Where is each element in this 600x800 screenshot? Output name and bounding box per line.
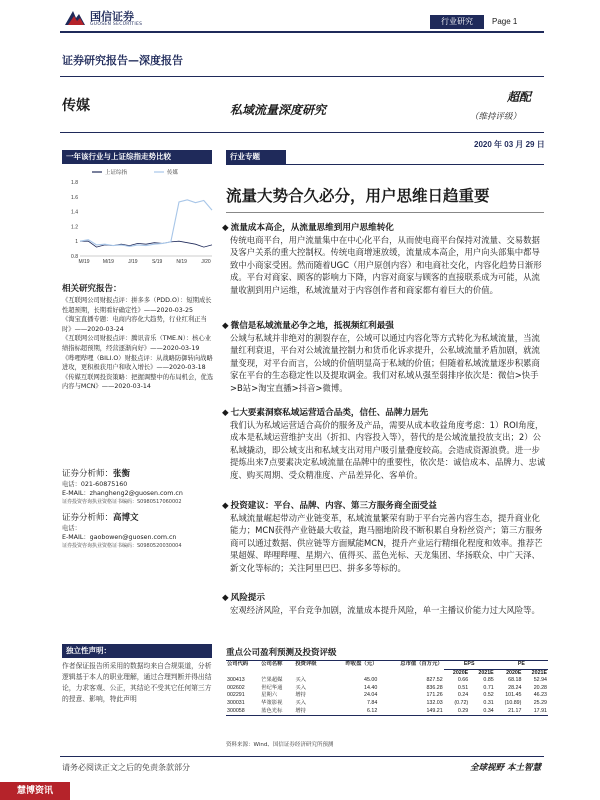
summary-point-text: 私域流量崛起带动产业链变革，私域流量繁荣有助于平台完善内容生态，提升商业化能力；MCN获得产业链最大收益，跑马圈地阶段不断积累自身粉丝资产；第三方服务商可以通过数据、供应链等方面赋能MCN，提升产业运行精细化程度和效率。推荐芒果超媒、哔哩哔哩、星期六、值得买、蓝色光标、天龙集团、华扬联众、中广天泽、新文化等标的；关注阿里巴巴、拼多多等标的。 bbox=[230, 513, 543, 573]
table-cell: 0.29 bbox=[444, 708, 470, 716]
table-header: 投资评级 bbox=[294, 661, 328, 670]
x-tick-label: M/19 bbox=[102, 259, 114, 265]
footer-slogan: 全球视野 本土智慧 bbox=[470, 763, 541, 773]
summary-point-title: ◆ 流量成本高企，从流量思维到用户思维转化 bbox=[222, 222, 548, 234]
table-cell: 836.28 bbox=[426, 684, 443, 691]
table-source: 资料来源：Wind、国信证券经济研究所预测 bbox=[226, 742, 334, 748]
summary-point-text: 我们认为私域运营适合高价的服务及产品，需要从成本收益角度考虑：1）ROI角度，成本是私域运营维护支出（折扣、内容投入等），替代的是公域流量投放支出；2）公私域撬动，即公域支出和私域支出对用户吸引量叠度较高。会造成资源浪费。进一步提炼出来7点要素决定私域流量在品牌中的重要性，依次是：诚信成本、品牌力、忠诚度、购买周期、受众精准度、产品差异化、客单价。 bbox=[230, 420, 546, 480]
section-rule bbox=[226, 164, 544, 165]
x-tick-label: M/19 bbox=[78, 259, 90, 265]
summary-point-title: ◆ 微信是私域流量必争之地，抵视频红利最强 bbox=[222, 320, 548, 332]
y-tick-label: 1.6 bbox=[71, 194, 78, 201]
table-cell: 0.85 bbox=[483, 677, 494, 684]
x-tick-label: N/19 bbox=[176, 259, 187, 265]
table-header: 2020E bbox=[506, 669, 522, 676]
related-report-item[interactable]: 《淘宝直播专题：电商内容化大趋势，行业红利正当时》——2020-03-24 bbox=[62, 316, 207, 333]
table-group-header: EPS bbox=[444, 661, 495, 670]
analyst-tel-label: 电话： bbox=[62, 525, 81, 532]
summary-point-title: ◆ 风险提示 bbox=[222, 592, 548, 604]
related-report-item[interactable]: 《互联网公司财报点评：腾讯音乐（TME.N）：核心业绩指标超预期，经营逐渐向好》——2020-03-19 bbox=[62, 335, 212, 352]
header-tag: 行业研究 bbox=[430, 15, 484, 29]
table-cell: 0.52 bbox=[483, 692, 494, 699]
table-cell: 增持 bbox=[294, 708, 328, 716]
industry-name: 传媒 bbox=[62, 98, 90, 114]
table-group-header: PE bbox=[495, 661, 548, 670]
table-cell: 101.45 bbox=[505, 692, 522, 699]
analyst-card bbox=[62, 468, 218, 508]
x-tick-label: S/19 bbox=[152, 259, 163, 265]
table-header: 总市值（百万元） bbox=[378, 661, 443, 670]
related-reports-title: 相关研究报告： bbox=[62, 284, 122, 294]
title-rule bbox=[60, 132, 544, 133]
table-cell: 28.24 bbox=[508, 684, 522, 691]
analyst-name: 张衡 bbox=[113, 469, 131, 479]
disclaimer-text: 作者保证报告所采用的数据均来自合规渠道，分析逻辑基于本人的职业理解，通过合理判断并得出结论，力求客观、公正，其结论不受其它任何第三方的授意、影响，特此声明 bbox=[62, 662, 212, 703]
headline: 流量大势合久必分，用户思维日趋重要 bbox=[226, 186, 490, 205]
table-cell: 46.23 bbox=[533, 692, 547, 699]
headline-rule bbox=[226, 212, 544, 213]
company-name-en: GUOSEN SECURITIES bbox=[90, 22, 143, 27]
report-date: 2020 年 03 月 29 日 bbox=[474, 140, 545, 149]
summary-point-text: 公域与私域并非绝对的割裂存在，公域可以通过内容化等方式转化为私域流量，当流量红利衰退，平台对公域流量控制力和货币化诉求提升，公私域流量矛盾加剧，就流量变现，对平台而言，公域的价值明显高于私域的价值；但随着私域流量逐步积累商家在平台的生态稳定性以及提取调金。我们对私域从强至弱排序依次是：微信>快手>B站>淘宝直播>抖音>微博。 bbox=[230, 333, 540, 393]
chart-title: 一年该行业与上证综指走势比较 bbox=[62, 150, 212, 164]
table-cell: 芒果超媒 bbox=[261, 677, 283, 684]
summary-point-title: ◆ 七大要素洞察私域运营适合品类，信任、品牌力居先 bbox=[222, 407, 548, 419]
related-reports-list bbox=[62, 296, 214, 392]
table-cell: 买入 bbox=[295, 677, 306, 684]
table-header: 2021E bbox=[478, 669, 494, 676]
footer-rule bbox=[60, 756, 544, 757]
header-divider bbox=[60, 31, 544, 33]
table-header: 2020E bbox=[452, 669, 469, 676]
table-cell: 买入 bbox=[295, 699, 306, 706]
table-cell: 6.12 bbox=[329, 708, 379, 716]
y-tick-label: 0.8 bbox=[71, 254, 78, 260]
table-cell: 002602 bbox=[227, 684, 245, 691]
y-tick-label: 1.2 bbox=[71, 224, 78, 231]
table-cell: 002291 bbox=[227, 692, 245, 699]
analyst-role: 证券分析师： bbox=[62, 513, 114, 523]
table-cell: 132.03 bbox=[426, 699, 443, 706]
x-tick-label: J/19 bbox=[128, 259, 138, 265]
table-cell: 买入 bbox=[295, 684, 306, 691]
footer-disclaimer[interactable]: 请务必阅读正文之后的免责条款部分 bbox=[62, 763, 190, 772]
x-tick-label: J/20 bbox=[201, 259, 211, 265]
table-cell: 蓝色光标 bbox=[260, 708, 294, 716]
table-cell: (10.89) bbox=[504, 699, 522, 706]
y-tick-label: 1.4 bbox=[71, 209, 78, 216]
table-header: 2021E bbox=[531, 669, 547, 676]
table-cell: (0.72) bbox=[454, 699, 469, 706]
related-report-item[interactable]: 《互联网公司财报点评：拼多多（PDD.O）：短期成长性超预期，长期看好确定性》——2020-03-25 bbox=[62, 297, 212, 314]
forecast-table-title: 重点公司盈利预测及投资评级 bbox=[226, 648, 337, 658]
table-cell: 0.31 bbox=[483, 699, 494, 706]
table-cell: 0.51 bbox=[457, 684, 469, 691]
summary-point bbox=[222, 592, 548, 616]
table-cell: 14.40 bbox=[364, 684, 378, 691]
summary-point bbox=[222, 407, 548, 481]
table-cell: 世纪华通 bbox=[261, 684, 283, 691]
analyst-email-label: E-MAIL： bbox=[62, 490, 90, 498]
watermark-badge: 慧博资讯 bbox=[0, 782, 70, 800]
table-cell: 0.34 bbox=[469, 708, 495, 716]
table-cell: 68.18 bbox=[508, 677, 522, 684]
company-name-cn: 国信证券 bbox=[90, 10, 134, 23]
rating-note: （维持评级） bbox=[470, 112, 522, 122]
analyst-cert: 证券投资咨询执业资格证书编码：S0980520030004 bbox=[62, 543, 182, 550]
table-cell: 52.94 bbox=[533, 677, 547, 684]
guosen-logo-icon bbox=[64, 9, 86, 27]
summary-point-text: 传统电商平台，用户流量集中在中心化平台，从而使电商平台保持对流量、交易数据及客户关系的重大控制权。传统电商增速放缓，流量成本高企，用户向头部集中都导致中小商家受困。然而随着UGC（用户原创内容）和电商社交化，内容化趋势日渐形成。平台对商家、顾客的影响力下降，内容对商家与顾客的直接联系成为可能，从流量收割到用户运维，私域流量对于内容创作者和商家都有着巨大的价值。 bbox=[230, 235, 542, 295]
analyst-role: 证券分析师： bbox=[62, 469, 114, 479]
table-cell: 300413 bbox=[227, 677, 245, 684]
related-report-item[interactable]: 《哔哩哔哩（BILI.O）财报点评：从战略防御转向战略进攻，更积极获用户和收入增长》——2020-03-18 bbox=[62, 354, 213, 372]
legend-label: 上证综指 bbox=[105, 170, 128, 176]
table-cell: 星期六 bbox=[261, 692, 278, 699]
analyst-tel: 021-60875160 bbox=[80, 481, 128, 488]
summary-point-title: ◆ 投资建议：平台、品牌、内容、第三方服务商全面受益 bbox=[222, 500, 548, 512]
analyst-email-label: E-MAIL： bbox=[62, 534, 90, 542]
table-cell: 17.91 bbox=[522, 708, 548, 716]
table-header: 公司名称 bbox=[260, 661, 294, 670]
table-row bbox=[226, 708, 548, 716]
table-cell: 171.26 bbox=[426, 692, 443, 699]
y-tick-label: 1.8 bbox=[71, 180, 78, 186]
table-cell: 300058 bbox=[226, 708, 260, 716]
related-report-item[interactable]: 《传媒互联网投资策略：把握调整中的布局机会，优选内容与MCN》——2020-03-14 bbox=[62, 373, 214, 391]
table-row bbox=[226, 677, 548, 685]
analyst-card bbox=[62, 512, 218, 552]
table-row bbox=[226, 692, 548, 700]
table-header: 公司代码 bbox=[226, 661, 260, 670]
company-logo bbox=[64, 7, 160, 33]
analyst-tel-label: 电话： bbox=[62, 481, 81, 488]
page-number: Page 1 bbox=[492, 17, 518, 26]
summary-point bbox=[222, 320, 548, 394]
report-type: 证券研究报告—深度报告 bbox=[62, 54, 183, 67]
analyst-cert: 证券投资咨询执业资格证书编码：S0980517060002 bbox=[62, 499, 182, 506]
table-cell: 24.04 bbox=[364, 692, 378, 699]
table-cell: 25.29 bbox=[533, 699, 547, 706]
legend-label: 传媒 bbox=[167, 170, 179, 176]
table-cell: 827.52 bbox=[426, 677, 443, 684]
disclaimer-title: 独立性声明： bbox=[62, 644, 212, 658]
y-tick-label: 1 bbox=[75, 239, 78, 246]
summary-point bbox=[222, 222, 548, 296]
table-cell: 300031 bbox=[227, 699, 245, 706]
table-cell: 0.66 bbox=[457, 677, 469, 684]
forecast-table bbox=[226, 660, 548, 716]
table-cell: 0.71 bbox=[483, 684, 494, 691]
table-row bbox=[226, 700, 548, 708]
report-type-rule bbox=[60, 76, 544, 77]
table-cell: 149.21 bbox=[378, 708, 443, 716]
analyst-email[interactable]: zhangheng2@guosen.com.cn bbox=[89, 490, 183, 498]
table-cell: 华策影视 bbox=[261, 699, 283, 706]
rating: 超配 bbox=[507, 90, 532, 104]
summary-point bbox=[222, 500, 548, 574]
series-line bbox=[80, 200, 212, 247]
table-header: 昨收盘（元） bbox=[329, 661, 379, 670]
table-cell: 20.28 bbox=[533, 684, 547, 691]
industry-trend-chart bbox=[62, 166, 216, 274]
table-cell: 增持 bbox=[295, 692, 306, 699]
analyst-email[interactable]: gaobowen@guosen.com.cn bbox=[89, 534, 177, 542]
report-subtitle: 私域流量深度研究 bbox=[230, 103, 327, 117]
summary-point-text: 宏观经济风险，平台竞争加剧，流量成本提升风险，单一主播议价能力过大风险等。 bbox=[230, 605, 540, 615]
table-cell: 7.84 bbox=[366, 699, 378, 706]
section-tag: 行业专题 bbox=[226, 150, 286, 164]
analyst-name: 高博文 bbox=[113, 513, 139, 523]
table-cell: 21.17 bbox=[495, 708, 523, 716]
table-cell: 0.24 bbox=[457, 692, 469, 699]
table-cell: 45.00 bbox=[364, 677, 378, 684]
